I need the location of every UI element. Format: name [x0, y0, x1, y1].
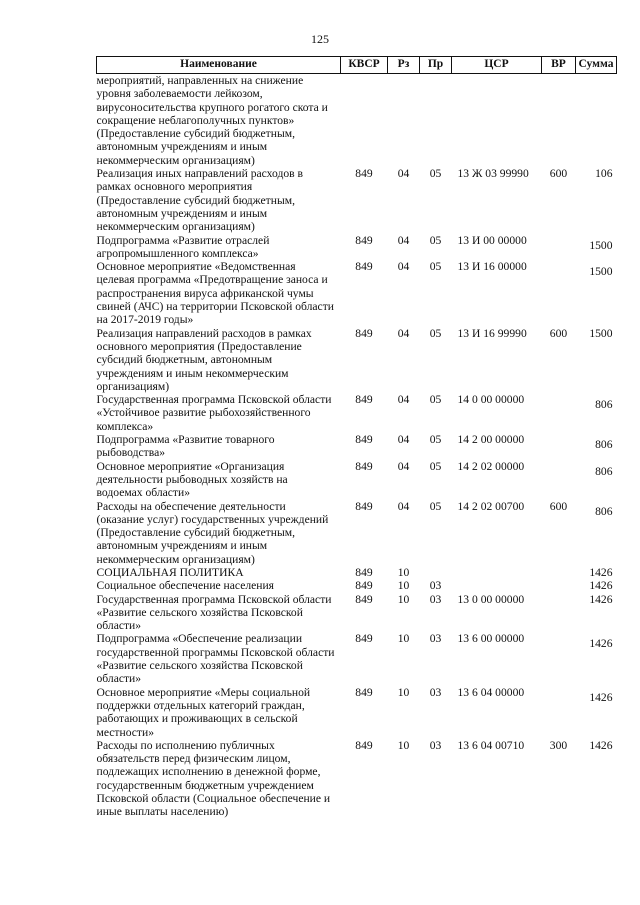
- table-row: [97, 460, 617, 500]
- cell-kvsr: 849: [355, 326, 373, 340]
- cell-pr: 03: [429, 632, 442, 646]
- cell-kvsr: [341, 74, 388, 168]
- cell-csr: 14 0 00 00000: [457, 393, 525, 407]
- cell-rz: 10: [397, 632, 410, 646]
- cell-csr: 13 Ж 03 99990: [457, 167, 529, 181]
- cell-rz: 10: [397, 685, 410, 699]
- cell-vr: [542, 234, 576, 261]
- cell-pr: [420, 74, 452, 168]
- table-row: [97, 593, 617, 633]
- cell-name: Реализация направлений расходов в рамках основного мероприятия (Предоставление субсидий бюджетным, автономным учреждениям и иным некоммерческим организациям): [96, 326, 312, 393]
- cell-sum: 806: [595, 398, 613, 412]
- cell-name: Расходы на обеспечение деятельности (оказание услуг) государственных учреждений (Предоставление субсидий бюджетным, автономным учреждениям и иным некоммерческим организациям): [96, 499, 329, 566]
- table-row: [97, 433, 617, 460]
- cell-rz: 10: [397, 592, 410, 606]
- cell-sum: 1500: [589, 265, 613, 279]
- budget-table: [96, 56, 617, 819]
- cell-sum: 1426: [589, 592, 613, 606]
- cell-kvsr: 849: [355, 167, 373, 181]
- cell-csr: 13 И 16 00000: [457, 260, 527, 274]
- cell-csr: 13 И 00 00000: [457, 233, 527, 247]
- cell-name: Основное мероприятие «Меры социальной поддержки отдельных категорий граждан, работающих и проживающих в сельской местности»: [96, 685, 311, 739]
- cell-csr: 13 6 00 00000: [457, 632, 525, 646]
- cell-pr: 05: [429, 326, 442, 340]
- cell-csr: 14 2 02 00000: [457, 459, 525, 473]
- cell-vr: [542, 579, 576, 592]
- cell-rz: 04: [397, 393, 410, 407]
- cell-name: Социальное обеспечение населения: [96, 579, 275, 593]
- cell-rz: [388, 74, 420, 168]
- cell-kvsr: 849: [355, 459, 373, 473]
- cell-name: мероприятий, направленных на снижение уровня заболеваемости лейкозом, вирусоносительства крупного рогатого скота и сокращение неблагополучных пунктов» (Предоставление субсидий бюджетным, автономным учреждениям и иным некоммерческим организациям): [96, 74, 328, 167]
- cell-vr: [542, 632, 576, 685]
- cell-name: Государственная программа Псковской области «Устойчивое развитие рыбохозяйственного комплекса»: [96, 393, 332, 433]
- cell-sum: 1426: [589, 690, 613, 704]
- cell-name: Подпрограмма «Обеспечение реализации государственной программы Псковской области «Развитие сельского хозяйства Псковской области»: [96, 632, 335, 686]
- table-row: [97, 739, 617, 819]
- cell-rz: 10: [397, 565, 410, 579]
- cell-name: Основное мероприятие «Ведомственная целевая программа «Предотвращение заноса и распространения вируса африканской чумы свиней (АЧС) на территории Псковской области на 2017-2019 годы»: [96, 260, 334, 327]
- cell-csr: 13 6 04 00710: [457, 738, 525, 752]
- table-row: [97, 686, 617, 739]
- cell-kvsr: 849: [355, 260, 373, 274]
- cell-pr: 05: [429, 499, 442, 513]
- table-row: [97, 393, 617, 433]
- table-row: [97, 566, 617, 579]
- cell-vr: [542, 593, 576, 633]
- cell-name: СОЦИАЛЬНАЯ ПОЛИТИКА: [96, 565, 244, 579]
- cell-rz: 04: [397, 167, 410, 181]
- cell-name: Расходы по исполнению публичных обязательств перед физическим лицом, подлежащих исполнению в денежной форме, государственным бюджетным учреждением Псковской области (Социальное обеспечение и иные выплаты населению): [96, 738, 331, 819]
- cell-pr: 03: [429, 685, 442, 699]
- cell-csr: [452, 74, 542, 168]
- table-row: [97, 500, 617, 566]
- cell-csr: [452, 566, 542, 579]
- cell-rz: 10: [397, 738, 410, 752]
- cell-name: Подпрограмма «Развитие товарного рыбоводства»: [96, 433, 275, 460]
- cell-rz: 04: [397, 499, 410, 513]
- cell-csr: 13 6 04 00000: [457, 685, 525, 699]
- cell-sum: 806: [595, 464, 613, 478]
- cell-kvsr: 849: [355, 433, 373, 447]
- cell-rz: 04: [397, 260, 410, 274]
- cell-rz: 04: [397, 433, 410, 447]
- cell-pr: 03: [429, 592, 442, 606]
- cell-rz: 10: [397, 579, 410, 593]
- table-row: [97, 579, 617, 592]
- table-row: [97, 260, 617, 326]
- cell-csr: 13 0 00 00000: [457, 592, 525, 606]
- cell-pr: 03: [429, 738, 442, 752]
- cell-kvsr: 849: [355, 592, 373, 606]
- cell-rz: 04: [397, 233, 410, 247]
- cell-vr: 600: [549, 167, 568, 181]
- header-vr: ВР: [542, 57, 576, 74]
- cell-pr: [420, 566, 452, 579]
- cell-csr: [452, 579, 542, 592]
- cell-kvsr: 849: [355, 233, 373, 247]
- cell-sum: 1500: [589, 326, 613, 340]
- header-sum: Сумма: [576, 57, 617, 74]
- table-row: [97, 234, 617, 261]
- cell-name: Подпрограмма «Развитие отраслей агропромышленного комплекса»: [96, 233, 270, 260]
- header-rz: Рз: [388, 57, 420, 74]
- page-number: 125: [311, 32, 329, 46]
- header-csr: ЦСР: [452, 57, 542, 74]
- header-pr: Пр: [420, 57, 452, 74]
- cell-sum: 1426: [589, 637, 613, 651]
- cell-pr: 05: [429, 433, 442, 447]
- cell-vr: [542, 460, 576, 500]
- cell-pr: 05: [429, 233, 442, 247]
- cell-kvsr: 849: [355, 393, 373, 407]
- cell-vr: [542, 74, 576, 168]
- header-name: Наименование: [97, 57, 341, 74]
- cell-pr: 03: [429, 579, 442, 593]
- cell-vr: [542, 393, 576, 433]
- cell-csr: 13 И 16 99990: [457, 326, 527, 340]
- cell-sum: 1426: [589, 738, 613, 752]
- cell-sum: [576, 74, 617, 168]
- cell-name: Государственная программа Псковской области «Развитие сельского хозяйства Псковской области»: [96, 592, 332, 633]
- cell-pr: 05: [429, 393, 442, 407]
- cell-kvsr: 849: [355, 738, 373, 752]
- cell-kvsr: 849: [355, 565, 373, 579]
- cell-pr: 05: [429, 167, 442, 181]
- table-row: [97, 327, 617, 393]
- cell-vr: 600: [549, 326, 568, 340]
- cell-sum: 1500: [589, 238, 613, 252]
- cell-vr: [542, 260, 576, 326]
- cell-sum: 806: [595, 438, 613, 452]
- cell-vr: [542, 433, 576, 460]
- cell-sum: 806: [595, 504, 613, 518]
- header-kvsr: КВСР: [341, 57, 388, 74]
- cell-vr: 300: [549, 738, 568, 752]
- table-row: [97, 632, 617, 685]
- table-row: [97, 74, 617, 168]
- cell-name: Основное мероприятие «Организация деятельности рыбоводных хозяйств на водоемах области»: [96, 459, 288, 500]
- cell-kvsr: 849: [355, 499, 373, 513]
- cell-vr: [542, 686, 576, 739]
- cell-sum: 1426: [589, 579, 613, 593]
- cell-rz: 04: [397, 326, 410, 340]
- cell-vr: 600: [549, 499, 568, 513]
- cell-kvsr: 849: [355, 685, 373, 699]
- cell-csr: 14 2 02 00700: [457, 499, 525, 513]
- cell-pr: 05: [429, 260, 442, 274]
- table-header-row: [97, 57, 617, 74]
- table-row: [97, 167, 617, 233]
- cell-pr: 05: [429, 459, 442, 473]
- cell-sum: 1426: [589, 565, 613, 579]
- cell-kvsr: 849: [355, 632, 373, 646]
- cell-sum: 106: [595, 167, 613, 181]
- cell-name: Реализация иных направлений расходов в рамках основного мероприятия (Предоставление субсидий бюджетным, автономным учреждениям и иным некоммерческим организациям): [96, 167, 303, 234]
- cell-csr: 14 2 00 00000: [457, 433, 525, 447]
- cell-vr: [542, 566, 576, 579]
- cell-rz: 04: [397, 459, 410, 473]
- cell-kvsr: 849: [355, 579, 373, 593]
